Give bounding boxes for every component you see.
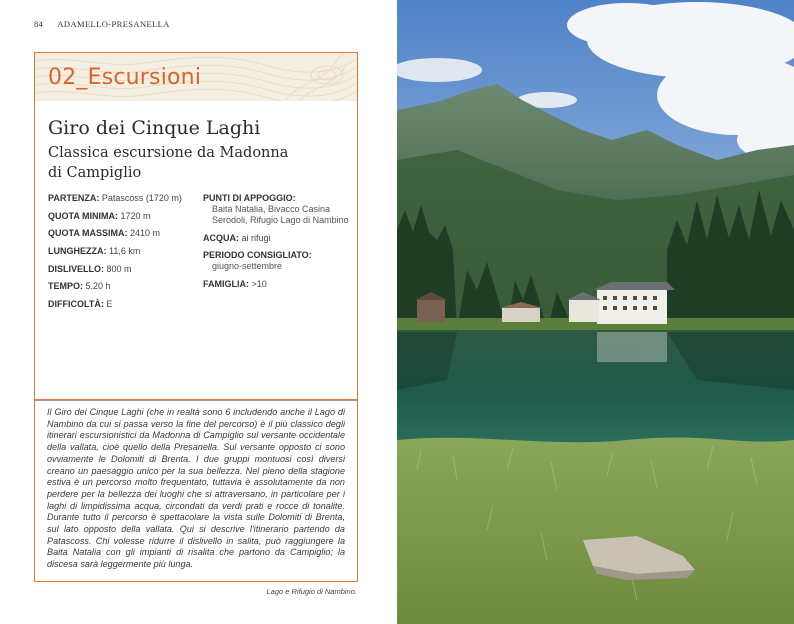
fact-value: 2410 m — [127, 228, 161, 239]
page-number: 84 — [34, 19, 44, 29]
fact-label: LUNGHEZZA: — [48, 246, 107, 257]
fact-dislivello — [48, 264, 198, 275]
fact-quota-massima — [48, 228, 198, 239]
route-info-card — [34, 52, 358, 400]
fact-famiglia — [203, 279, 353, 290]
fact-label: PERIODO CONSIGLIATO: — [203, 250, 312, 261]
fact-value: Baita Natalia, Bivacco Casina Serodoli, Rifugio Lago di Nambino — [212, 204, 349, 225]
fact-value: Patascoss (1720 m) — [99, 193, 182, 203]
route-title: Giro dei Cinque Laghi — [48, 117, 261, 139]
fact-value: 5.20 h — [83, 281, 111, 292]
fact-periodo — [203, 250, 353, 272]
description-text: Il Giro dei Cinque Laghi (che in realtà sono 6 includendo anche il Lago di Nambino da cui si passa verso la fine del percorso) è il più classico degli itinerari escursionistici da Madonna di Campiglio sul versante occidentale della vallata, cioè quello della Presanella. Sul versante opposto ci sono ovviamente le Dolomiti di Brenta. I due gruppi montuosi così diversi creano un paesaggio unico per la sua bellezza. Nel pieno della stagione estiva è un percorso molto frequentato, tuttavia è assolutamente da non perdere per la bellezza dei luoghi che si attraversano, in particolare per i laghi di limpidissima acqua, circondati da verdi prati e rocce di tonalite. Durante tutto il percorso è spettacolare la vista sulle Dolomiti di Brenta, sul lato opposto della vallata. Qui si descrive l'itinerario partendo da Patascoss. Chi volesse ridurre il dislivello in salita, può raggiungere la Baita Natalia con gli impianti di risalita che partono da Campiglio; la discesa sarà leggermente più lunga. — [47, 407, 345, 570]
fact-tempo — [48, 281, 198, 292]
fact-value: ai rifugi — [239, 232, 271, 243]
fact-value: 11,6 km — [106, 246, 141, 257]
fact-lunghezza — [48, 246, 198, 257]
fact-value: giugno-settembre — [212, 261, 283, 272]
section-title: 02_Escursioni — [48, 65, 202, 90]
facts-right-column — [203, 193, 353, 297]
fact-value: >10 — [249, 279, 267, 290]
fact-value: 1720 m — [118, 210, 151, 221]
fact-acqua — [203, 233, 353, 244]
fact-label: DISLIVELLO: — [48, 263, 104, 274]
lake-photo — [397, 0, 794, 624]
running-header — [34, 19, 170, 29]
route-subtitle: Classica escursione da Madonna di Campiglio — [48, 145, 289, 181]
fact-label: FAMIGLIA: — [203, 279, 249, 290]
fact-punti-appoggio — [203, 193, 353, 226]
fact-difficolta — [48, 299, 198, 310]
fact-value: 800 m — [104, 263, 132, 274]
fact-label: TEMPO: — [48, 281, 83, 292]
lake-landscape-illustration — [397, 0, 794, 624]
running-title: ADAMELLO-PRESANELLA — [57, 19, 170, 29]
fact-partenza — [48, 193, 198, 204]
fact-label: PUNTI DI APPOGGIO: — [203, 193, 296, 203]
fact-label: DIFFICOLTÀ: — [48, 299, 104, 310]
section-band — [35, 53, 357, 101]
fact-label: QUOTA MASSIMA: — [48, 228, 128, 239]
facts-left-column — [48, 193, 198, 317]
fact-quota-minima — [48, 211, 198, 222]
fact-label: ACQUA: — [203, 232, 239, 243]
fact-label: QUOTA MINIMA: — [48, 210, 118, 221]
photo-caption: Lago e Rifugio di Nambino. — [266, 587, 357, 596]
fact-value: E — [103, 299, 113, 310]
description-box — [34, 400, 358, 582]
fact-label: PARTENZA: — [48, 193, 100, 203]
